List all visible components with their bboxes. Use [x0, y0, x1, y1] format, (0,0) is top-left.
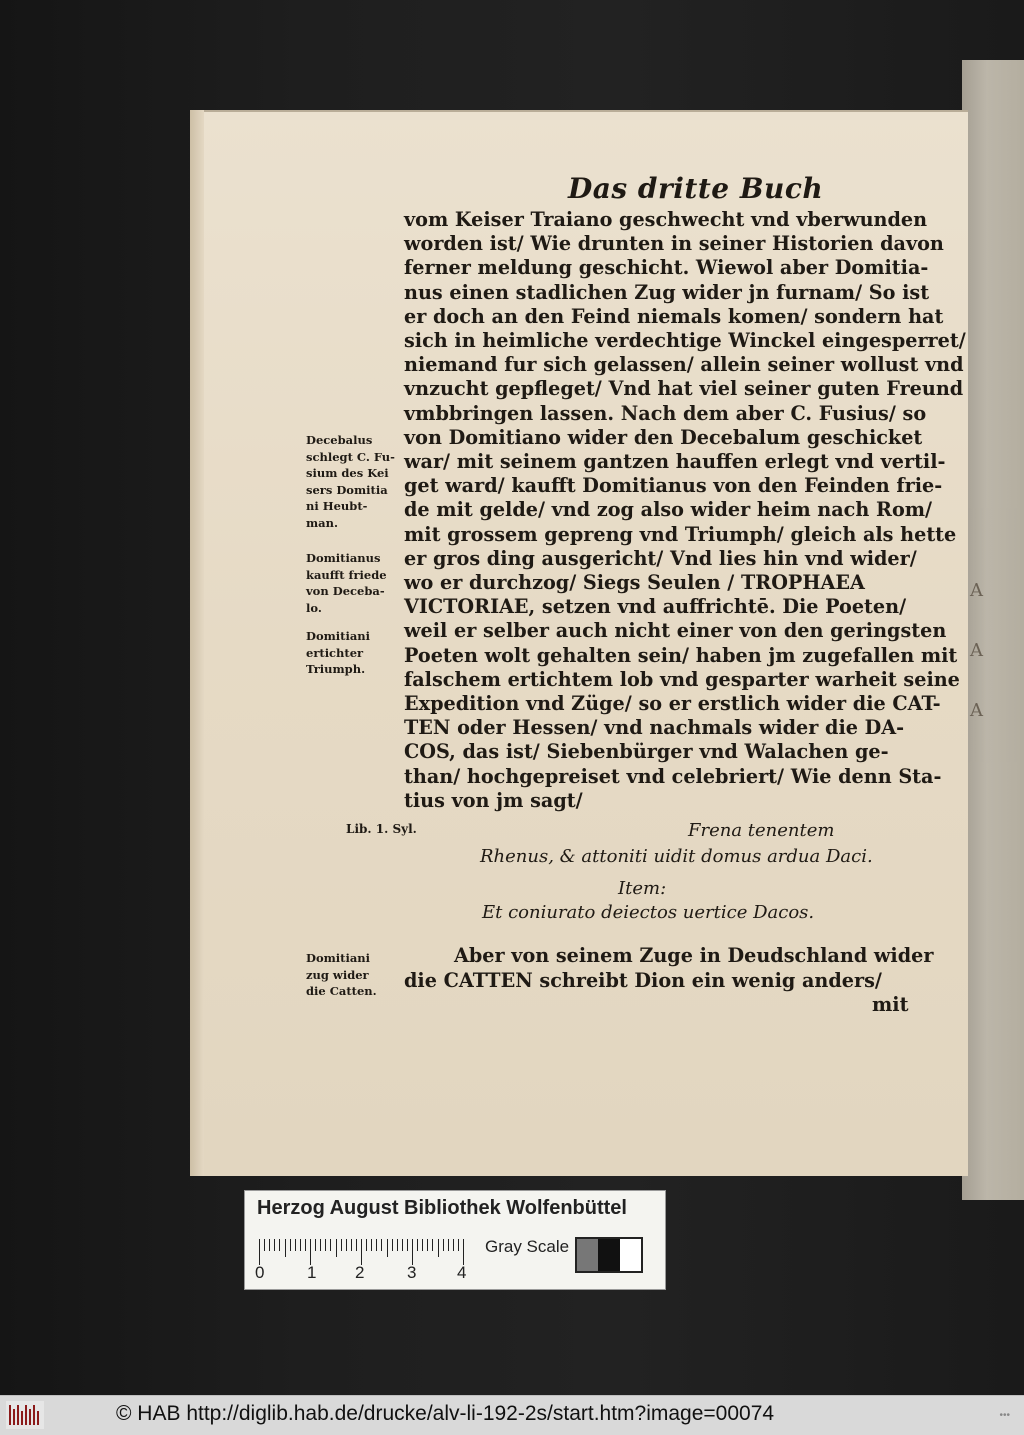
- scale-tick: [422, 1239, 423, 1251]
- text-line: die CATTEN schreibt Dion ein wenig anders/: [404, 968, 882, 992]
- text-line: falschem ertichtem lob vnd gesparter warheit seine: [404, 667, 960, 691]
- text-line: get ward/ kaufft Domitianus von den Feinden frie-: [404, 474, 943, 498]
- scale-tick: [346, 1239, 347, 1251]
- verse-line: Et coniurato deiectos uertice Dacos.: [482, 902, 815, 923]
- scale-tick: [285, 1239, 286, 1257]
- text-line: vmbbringen lassen. Nach dem aber C. Fusius/ so: [404, 401, 927, 425]
- marginal-line: zug wider: [306, 967, 369, 982]
- marginal-line: ertichter: [306, 645, 364, 660]
- text-line: von Domitiano wider den Decebalum geschicket: [404, 425, 923, 449]
- marginal-line: Decebalus: [306, 433, 373, 447]
- text-line: er doch an den Feind niemals komen/ sondern hat: [404, 304, 944, 328]
- scale-tick: [341, 1239, 342, 1251]
- marginal-line: ni Heubt-: [306, 499, 368, 513]
- text-line: tius von jm sagt/: [404, 788, 583, 812]
- scale-tick: [300, 1239, 301, 1251]
- scale-tick: [361, 1239, 362, 1265]
- scale-tick: [351, 1239, 352, 1251]
- scale-tick: [438, 1239, 439, 1257]
- marginal-line: schlegt C. Fu-: [306, 449, 395, 464]
- text-line: Poeten wolt gehalten sein/ haben jm zugefallen mit: [404, 643, 958, 667]
- scale-tick: [397, 1239, 398, 1251]
- scale-tick: [376, 1239, 377, 1251]
- scale-tick: [315, 1239, 316, 1251]
- marginal-line: sers Domitia: [306, 482, 388, 497]
- marginal-line: Triumph.: [306, 662, 366, 676]
- scale-tick: [295, 1239, 296, 1251]
- scale-number: 1: [307, 1263, 317, 1282]
- adjacent-page-edge: A A A: [962, 60, 1024, 1200]
- scale-tick: [279, 1239, 280, 1251]
- marginal-line: Domitiani: [306, 629, 371, 643]
- scale-tick: [392, 1239, 393, 1251]
- scale-tick: [305, 1239, 306, 1251]
- final-paragraph: [404, 944, 934, 1018]
- scale-tick: [320, 1239, 321, 1251]
- copyright-link[interactable]: © HAB http://diglib.hab.de/drucke/alv-li-192-2s/start.htm?image=00074: [116, 1402, 775, 1425]
- viewer-footer-bar: [0, 1395, 1024, 1435]
- text-line: mit grossem gepreng vnd Triumph/ gleich als hette: [404, 522, 957, 546]
- scale-tick: [448, 1239, 449, 1251]
- text-line: than/ hochgepreiset vnd celebriert/ Wie denn Sta-: [404, 764, 942, 788]
- text-line: sich in heimliche verdechtige Winckel eingesperret/: [404, 329, 966, 353]
- scale-tick: [356, 1239, 357, 1251]
- verse-line: Frena tenentem: [688, 820, 835, 841]
- scale-tick: [310, 1239, 311, 1265]
- color-calibration-card: [244, 1190, 666, 1290]
- scale-tick: [259, 1239, 260, 1265]
- verse-line: Rhenus, & attoniti uidit domus ardua Daci.: [480, 846, 873, 867]
- scale-tick: [274, 1239, 275, 1251]
- hab-logo-icon: [6, 1401, 44, 1429]
- marginal-line: Domitiani: [306, 951, 371, 965]
- gray-scale-label: Gray Scale: [485, 1237, 570, 1256]
- scale-tick: [407, 1239, 408, 1251]
- catchword: mit: [872, 993, 909, 1016]
- scale-tick: [290, 1239, 291, 1251]
- marginal-note-catten: [306, 950, 377, 1000]
- marginal-note-decebalus: [306, 432, 395, 531]
- scale-tick: [366, 1239, 367, 1251]
- scale-tick: [264, 1239, 265, 1251]
- marginal-line: kaufft friede: [306, 567, 387, 582]
- scale-tick: [458, 1239, 459, 1251]
- scale-number: 0: [255, 1263, 265, 1282]
- text-line: COS, das ist/ Siebenbürger vnd Walachen ge-: [404, 740, 889, 764]
- scale-tick: [336, 1239, 337, 1257]
- scale-tick: [381, 1239, 382, 1251]
- marginal-note-peace: [306, 550, 387, 616]
- swatch-mid-gray: [577, 1239, 598, 1271]
- page-gutter-edge: [190, 110, 204, 1176]
- text-line: war/ mit seinem gantzen hauffen erlegt vnd vertil-: [404, 450, 946, 474]
- marginal-line: sium des Kei: [306, 466, 389, 480]
- citation-reference: Lib. 1. Syl.: [346, 822, 417, 836]
- scale-tick: [402, 1239, 403, 1251]
- scale-number: 4: [457, 1263, 467, 1282]
- marginal-line: Domitianus: [306, 551, 381, 565]
- gray-scale-swatches: [575, 1237, 643, 1273]
- scale-tick: [412, 1239, 413, 1265]
- marginal-line: man.: [306, 515, 338, 530]
- marginal-note-triumph: [306, 628, 370, 678]
- scale-tick: [269, 1239, 270, 1251]
- scale-tick: [417, 1239, 418, 1251]
- scale-tick: [463, 1239, 464, 1265]
- text-line: nus einen stadlichen Zug wider jn furnam/ So ist: [404, 280, 930, 304]
- text-line: vom Keiser Traiano geschwecht vnd vberwunden: [404, 208, 928, 231]
- scale-number: 3: [407, 1263, 417, 1282]
- text-line: niemand fur sich gelassen/ allein seiner wollust vnd: [404, 353, 964, 377]
- marginal-line: die Catten.: [306, 984, 377, 998]
- swatch-white: [620, 1239, 641, 1271]
- text-line: vnzucht gepfleget/ Vnd hat viel seiner guten Freund: [404, 377, 964, 401]
- text-line: wo er durchzog/ Siegs Seulen / TROPHAEA: [404, 571, 865, 595]
- scale-tick: [432, 1239, 433, 1251]
- running-head: Das dritte Buch: [568, 172, 824, 205]
- text-line: Aber von seinem Zuge in Deudschland wider: [454, 944, 934, 967]
- book-page: [190, 110, 968, 1176]
- text-line: de mit gelde/ vnd zog also wider heim nach Rom/: [404, 498, 933, 522]
- scale-tick: [427, 1239, 428, 1251]
- scale-tick: [387, 1239, 388, 1257]
- text-line: VICTORIAE, setzen vnd auffrichtē. Die Poeten/: [404, 595, 907, 619]
- text-line: weil er selber auch nicht einer von den geringsten: [404, 619, 947, 643]
- marginal-line: lo.: [306, 600, 322, 615]
- scale-number: 2: [355, 1263, 365, 1282]
- text-line: ferner meldung geschicht. Wiewol aber Domitia-: [404, 256, 929, 280]
- scale-tick: [443, 1239, 444, 1251]
- scale-tick: [325, 1239, 326, 1251]
- library-name: Herzog August Bibliothek Wolfenbüttel: [257, 1197, 627, 1219]
- scale-tick: [371, 1239, 372, 1251]
- verse-line: Item:: [618, 878, 667, 899]
- main-text-block: [404, 208, 966, 813]
- swatch-black: [598, 1239, 619, 1271]
- more-icon[interactable]: •••: [999, 1410, 1010, 1421]
- text-line: worden ist/ Wie drunten in seiner Historien davon: [404, 232, 944, 256]
- text-line: er gros ding ausgericht/ Vnd lies hin vnd wider/: [404, 546, 917, 570]
- text-line: TEN oder Hessen/ vnd nachmals wider die DA-: [404, 716, 905, 740]
- scale-tick: [453, 1239, 454, 1251]
- scale-tick: [330, 1239, 331, 1251]
- marginal-line: von Deceba-: [306, 584, 385, 598]
- text-line: Expedition vnd Züge/ so er erstlich wider die CAT-: [404, 692, 941, 716]
